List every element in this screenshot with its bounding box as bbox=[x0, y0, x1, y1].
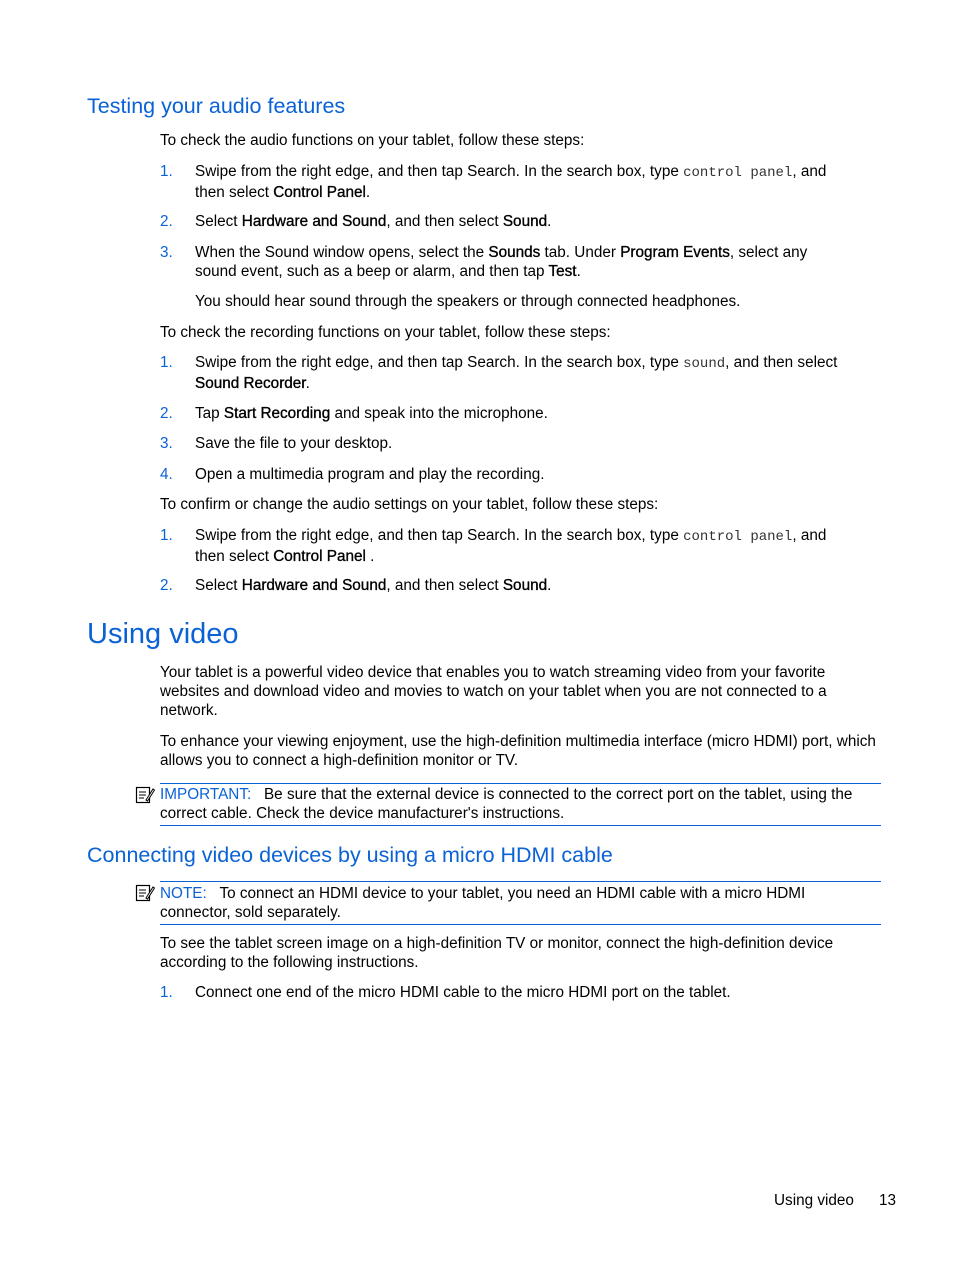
step-number: 1. bbox=[160, 163, 173, 180]
step-text: . bbox=[305, 375, 310, 392]
step-text: Swipe from the right edge, and then tap Search. In the search box, type bbox=[195, 354, 684, 371]
section-heading-using-video: Using video bbox=[87, 618, 239, 650]
step-text: Select bbox=[195, 577, 242, 594]
list-item: Save the file to your desktop. bbox=[195, 435, 393, 452]
step-text: , and then select bbox=[725, 354, 838, 371]
note-label: NOTE: bbox=[160, 885, 207, 902]
step-text: , and then select bbox=[386, 213, 503, 230]
ui-term: Start Recording bbox=[223, 405, 331, 422]
ui-term: Test bbox=[548, 263, 577, 280]
step-text: , and bbox=[792, 527, 827, 544]
step-text: Swipe from the right edge, and then tap Search. In the search box, type bbox=[195, 527, 684, 544]
page-number: 13 bbox=[879, 1192, 897, 1209]
step-text: Tap bbox=[195, 405, 224, 422]
step-text: . bbox=[365, 548, 375, 565]
important-text: Be sure that the external device is connected to the correct port on the tablet, using the correct cable. Check the device manufacturer's instructions. bbox=[160, 786, 853, 822]
ui-term: Sound bbox=[502, 213, 548, 230]
step-number: 1. bbox=[160, 354, 173, 371]
note-icon bbox=[135, 883, 155, 903]
list-item bbox=[195, 576, 885, 595]
note-icon bbox=[135, 785, 155, 805]
list-item bbox=[195, 353, 885, 393]
step-text: When the Sound window opens, select the bbox=[195, 244, 489, 261]
step-text: , and bbox=[792, 163, 827, 180]
step-text: sound event, such as a beep or alarm, and then tap bbox=[195, 263, 549, 280]
important-bottom-rule bbox=[160, 825, 881, 826]
note-text: To connect an HDMI device to your tablet, you need an HDMI cable with a micro HDMI connector, sold separately. bbox=[160, 885, 806, 921]
ui-term: Control Panel bbox=[273, 184, 366, 201]
code-text: control panel bbox=[683, 165, 793, 181]
hdmi-note bbox=[160, 884, 860, 922]
ui-term: Program Events bbox=[620, 244, 730, 261]
section-heading-testing-audio: Testing your audio features bbox=[87, 94, 346, 118]
video-para-1: Your tablet is a powerful video device that enables you to watch streaming video from your favorite websites and download video and movies to watch on your tablet when you are not connected to a network. bbox=[160, 664, 827, 719]
step-result: You should hear sound through the speakers or through connected headphones. bbox=[195, 293, 741, 310]
ui-term: Hardware and Sound bbox=[241, 213, 387, 230]
step-text: Swipe from the right edge, and then tap Search. In the search box, type bbox=[195, 163, 684, 180]
important-top-rule bbox=[160, 783, 881, 784]
step-text: , select any bbox=[729, 244, 808, 261]
list-item bbox=[195, 162, 885, 202]
step-number: 3. bbox=[160, 244, 173, 261]
list-item bbox=[195, 526, 885, 566]
ui-term: Hardware and Sound bbox=[241, 577, 387, 594]
step-text: . bbox=[547, 213, 552, 230]
step-number: 4. bbox=[160, 466, 173, 483]
intro-recording: To check the recording functions on your tablet, follow these steps: bbox=[160, 324, 611, 341]
ui-term: Sounds bbox=[488, 244, 541, 261]
list-item bbox=[195, 404, 885, 423]
intro-playback: To check the audio functions on your tablet, follow these steps: bbox=[160, 132, 585, 149]
important-label: IMPORTANT: bbox=[160, 786, 252, 803]
step-text: tab. Under bbox=[540, 244, 621, 261]
step-number: 2. bbox=[160, 213, 173, 230]
video-para-2: To enhance your viewing enjoyment, use the high-definition multimedia interface (micro HDMI) port, which allows you to connect a high-definition monitor or TV. bbox=[160, 733, 876, 769]
ui-term: Sound Recorder bbox=[195, 375, 306, 392]
list-item: Connect one end of the micro HDMI cable to the micro HDMI port on the tablet. bbox=[195, 984, 731, 1001]
step-text: and speak into the microphone. bbox=[330, 405, 548, 422]
step-text: then select bbox=[195, 184, 274, 201]
ui-term: Sound bbox=[502, 577, 548, 594]
step-text: Select bbox=[195, 213, 242, 230]
step-number: 3. bbox=[160, 435, 173, 452]
note-bottom-rule bbox=[160, 924, 881, 925]
footer-section-title: Using video bbox=[774, 1192, 854, 1209]
step-text: . bbox=[365, 184, 371, 201]
list-item bbox=[195, 212, 885, 231]
step-text: . bbox=[576, 263, 581, 280]
step-text: then select bbox=[195, 548, 274, 565]
important-note bbox=[160, 785, 882, 823]
hdmi-para: To see the tablet screen image on a high-definition TV or monitor, connect the high-definition device according to the following instructions. bbox=[160, 935, 834, 971]
code-text: sound bbox=[683, 356, 726, 372]
step-number: 1. bbox=[160, 527, 173, 544]
step-text: , and then select bbox=[386, 577, 503, 594]
note-top-rule bbox=[160, 881, 881, 882]
ui-term: Control Panel bbox=[273, 548, 366, 565]
code-text: control panel bbox=[683, 529, 793, 545]
step-number: 2. bbox=[160, 577, 173, 594]
step-number: 1. bbox=[160, 984, 173, 1001]
step-text: . bbox=[547, 577, 552, 594]
intro-settings: To confirm or change the audio settings on your tablet, follow these steps: bbox=[160, 496, 659, 513]
list-item bbox=[195, 243, 885, 281]
section-heading-hdmi: Connecting video devices by using a micro HDMI cable bbox=[87, 843, 613, 867]
step-number: 2. bbox=[160, 405, 173, 422]
list-item: Open a multimedia program and play the recording. bbox=[195, 466, 545, 483]
